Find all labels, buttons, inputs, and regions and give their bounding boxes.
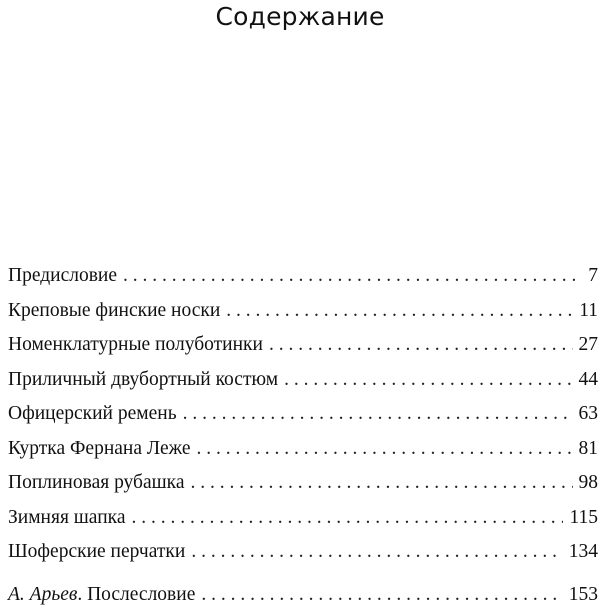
table-of-contents xyxy=(8,259,598,612)
toc-entry-nomenklatura-shoes xyxy=(8,328,598,363)
toc-entry-preface xyxy=(8,259,598,294)
toc-entry-afterword-title: Послесловие xyxy=(87,584,195,605)
toc-entry-winter-hat xyxy=(8,501,598,536)
toc-entry-double-breasted-suit xyxy=(8,363,598,398)
toc-leader-dots xyxy=(269,328,573,363)
toc-entry-page: 44 xyxy=(579,363,599,398)
toc-leader-dots xyxy=(201,578,562,612)
toc-entry-title: Предисловие xyxy=(8,259,117,294)
toc-leader-dots xyxy=(197,432,573,467)
page-title: Содержание xyxy=(0,2,600,31)
toc-entry-page: 81 xyxy=(579,432,599,467)
toc-leader-dots xyxy=(191,535,562,570)
toc-entry-driver-gloves xyxy=(8,535,598,570)
toc-entry-title: Номенклатурные полуботинки xyxy=(8,328,263,363)
toc-entry-page: 63 xyxy=(579,397,599,432)
toc-entry-page: 115 xyxy=(569,501,598,536)
toc-entry-page: 27 xyxy=(579,328,599,363)
toc-entry-page: 134 xyxy=(569,535,598,570)
toc-entry-title: Офицерский ремень xyxy=(8,397,177,432)
toc-entry-title: Креповые финские носки xyxy=(8,294,220,329)
toc-entry-page: 7 xyxy=(588,259,598,294)
toc-leader-dots xyxy=(123,259,582,294)
toc-entry-officer-belt xyxy=(8,397,598,432)
toc-entry-title: Приличный двубортный костюм xyxy=(8,363,278,398)
toc-entry-author: А. Арьев xyxy=(8,584,77,605)
toc-entry-leger-jacket xyxy=(8,432,598,467)
toc-entry-separator: . xyxy=(77,584,87,605)
toc-leader-dots xyxy=(190,466,572,501)
toc-entry-title xyxy=(8,578,195,612)
toc-entry-page: 98 xyxy=(579,466,599,501)
toc-leader-dots xyxy=(226,294,573,329)
toc-entry-title: Куртка Фернана Леже xyxy=(8,432,191,467)
toc-entry-title: Зимняя шапка xyxy=(8,501,125,536)
toc-entry-poplin-shirt xyxy=(8,466,598,501)
toc-entry-afterword xyxy=(8,578,598,612)
toc-leader-dots xyxy=(183,397,573,432)
toc-entry-title: Шоферские перчатки xyxy=(8,535,185,570)
toc-leader-dots xyxy=(131,501,563,536)
toc-entry-title: Поплиновая рубашка xyxy=(8,466,184,501)
toc-entry-page: 11 xyxy=(579,294,598,329)
toc-leader-dots xyxy=(284,363,572,398)
toc-entry-crepe-socks xyxy=(8,294,598,329)
toc-entry-page: 153 xyxy=(569,578,598,612)
